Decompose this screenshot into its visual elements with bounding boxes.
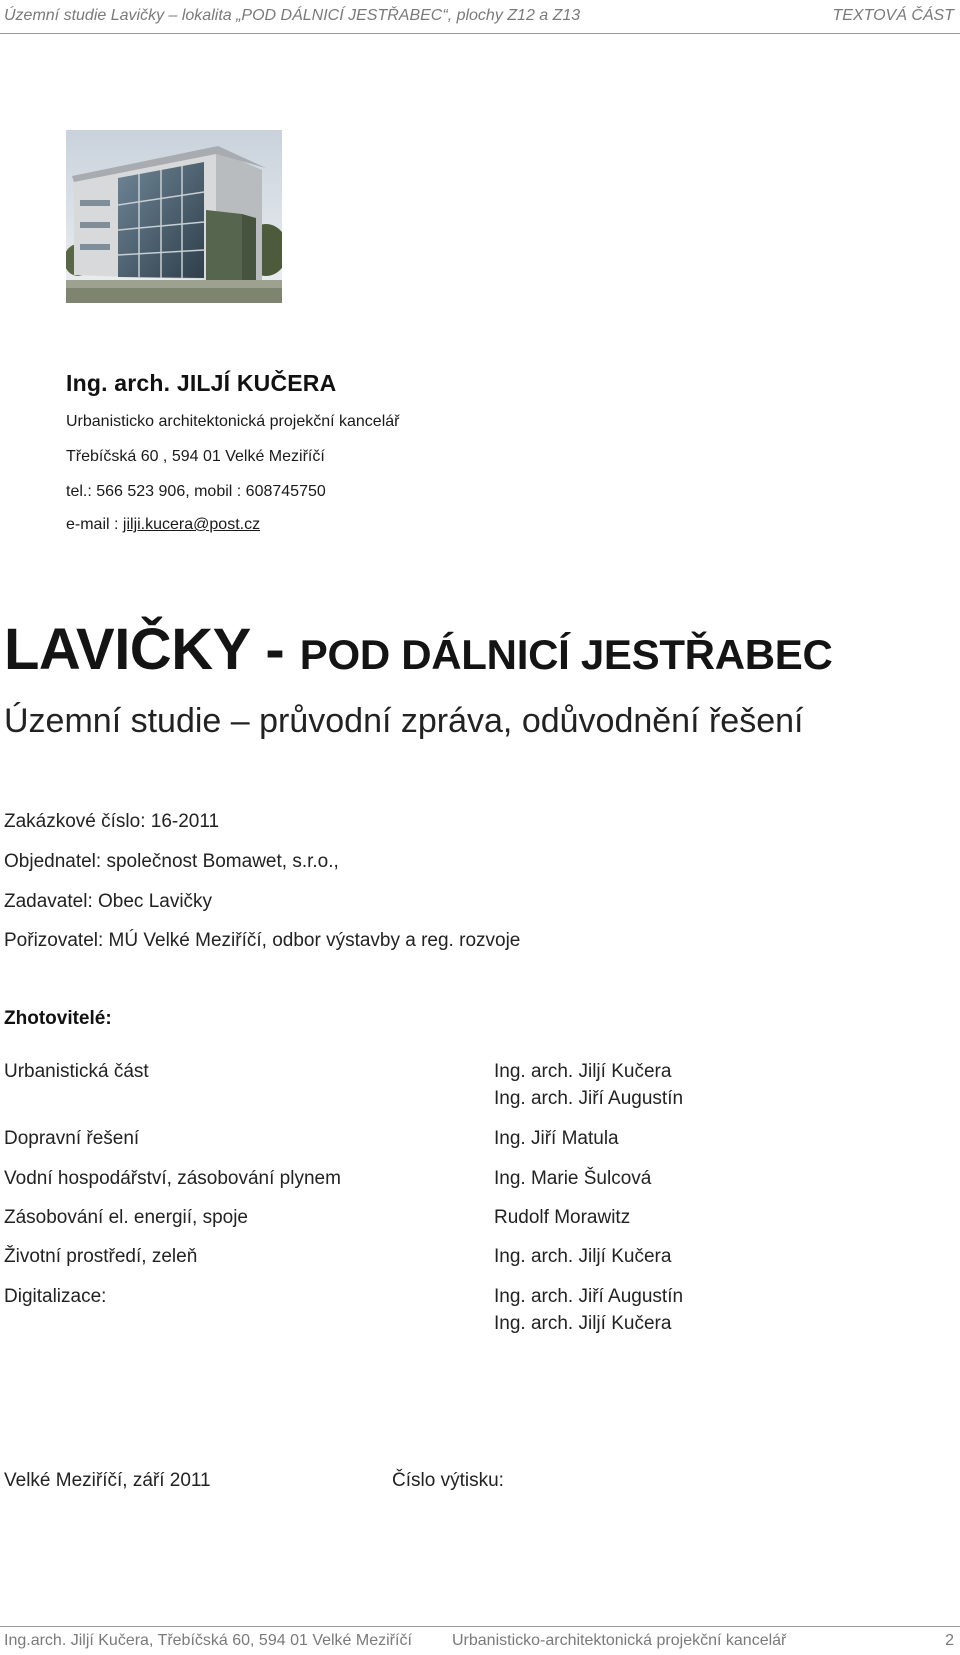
company-email-line <box>66 516 260 534</box>
role-urbanism: Urbanistická část <box>4 1061 149 1082</box>
procurer: Pořizovatel: MÚ Velké Meziříčí, odbor výstavby a reg. rozvoje <box>4 930 521 951</box>
copy-number-label: Číslo výtisku: <box>392 1470 504 1491</box>
title-main: LAVIČKY - <box>4 617 300 682</box>
contractors-heading: Zhotovitelé: <box>4 1008 112 1029</box>
client: Objednatel: společnost Bomawet, s.r.o., <box>4 851 339 872</box>
person-digitalization-2: Ing. arch. Jiljí Kučera <box>494 1313 672 1334</box>
person-water-gas: Ing. Marie Šulcová <box>494 1168 652 1189</box>
person-electricity: Rudolf Morawitz <box>494 1207 631 1228</box>
building-illustration <box>66 130 282 303</box>
order-number: Zakázkové číslo: 16-2011 <box>4 811 220 832</box>
role-environment: Životní prostředí, zeleň <box>4 1246 198 1267</box>
running-header-title: Územní studie Lavičky – lokalita „POD DÁLNICÍ JESTŘABEC“, plochy Z12 a Z13 <box>4 7 581 24</box>
footer-divider <box>0 1626 960 1627</box>
role-digitalization: Digitalizace: <box>4 1286 107 1307</box>
company-phone: tel.: 566 523 906, mobil : 608745750 <box>66 483 326 500</box>
person-urbanism-2: Ing. arch. Jiří Augustín <box>494 1088 684 1109</box>
footer-address: Ing.arch. Jiljí Kučera, Třebíčská 60, 594 01 Velké Meziříčí <box>4 1632 412 1649</box>
email-label: e-mail : <box>66 516 123 533</box>
document-title <box>4 616 833 683</box>
header-divider <box>0 33 960 34</box>
title-locality: POD DÁLNICÍ JESTŘABEC <box>299 631 833 678</box>
company-address: Třebíčská 60 , 594 01 Velké Meziříčí <box>66 448 325 465</box>
running-header-section: TEXTOVÁ ČÁST <box>832 7 954 24</box>
building-photo <box>66 130 282 303</box>
company-subtitle: Urbanisticko architektonická projekční kancelář <box>66 413 400 430</box>
role-water-gas: Vodní hospodářství, zásobování plynem <box>4 1168 341 1189</box>
person-urbanism-1: Ing. arch. Jiljí Kučera <box>494 1061 672 1082</box>
role-transport: Dopravní řešení <box>4 1128 140 1149</box>
company-name: Ing. arch. JILJÍ KUČERA <box>66 370 337 396</box>
role-electricity: Zásobování el. energií, spoje <box>4 1207 248 1228</box>
document-subtitle: Územní studie – průvodní zpráva, odůvodnění řešení <box>4 702 804 740</box>
page-number: 2 <box>945 1632 954 1649</box>
person-environment: Ing. arch. Jiljí Kučera <box>494 1246 672 1267</box>
footer-office: Urbanisticko-architektonická projekční kancelář <box>452 1632 787 1649</box>
person-digitalization-1: Ing. arch. Jiří Augustín <box>494 1286 684 1307</box>
person-transport: Ing. Jiří Matula <box>494 1128 619 1149</box>
place-and-date: Velké Meziříčí, září 2011 <box>4 1470 211 1491</box>
email-link[interactable]: jilji.kucera@post.cz <box>122 516 261 533</box>
submitter: Zadavatel: Obec Lavičky <box>4 891 213 912</box>
